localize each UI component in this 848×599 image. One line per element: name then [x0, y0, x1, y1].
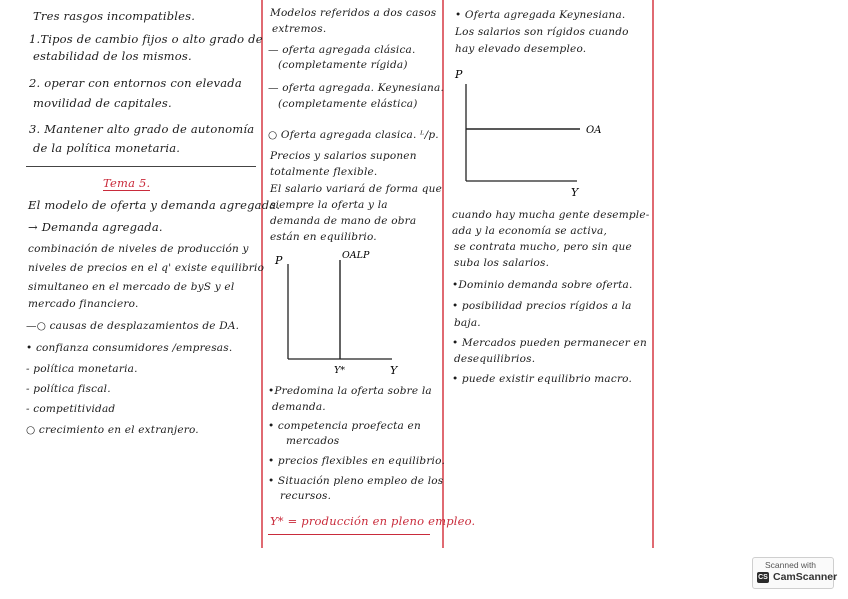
middle-bullet-4-line-1: • Situación pleno empleo de los — [268, 475, 444, 487]
middle-bullet-1-line-1: •Predomina la oferta sobre la — [268, 385, 432, 397]
list-item-text: crecimiento en el extranjero. — [38, 424, 199, 436]
middle-line-12: demanda de mano de obra — [270, 215, 417, 227]
item-1-line-2: estabilidad de los mismos. — [33, 49, 192, 63]
right-bullet-2-line-1: • posibilidad precios rígidos a la — [452, 300, 632, 312]
middle-line-2: extremos. — [272, 23, 327, 35]
y-axis-label: P — [275, 254, 283, 267]
list-item-text: política monetaria. — [33, 363, 138, 375]
list-item — [26, 362, 138, 376]
middle-bullet-4-line-2: recursos. — [280, 490, 332, 502]
curve-label: OALP — [342, 250, 370, 261]
middle-line-3: — oferta agregada clásica. — [268, 44, 416, 56]
right-bullet-3-line-1: • Mercados pueden permanecer en — [452, 337, 647, 349]
definition-line-4: mercado financiero. — [28, 298, 139, 310]
tema-heading: Tema 5. — [103, 176, 151, 190]
right-line-4: cuando hay mucha gente desemple- — [452, 209, 650, 221]
footnote-underline — [268, 534, 430, 535]
right-line-7: suba los salarios. — [454, 257, 550, 269]
middle-line-9: totalmente flexible. — [270, 166, 378, 178]
x-mark-label: Y* — [334, 365, 346, 376]
right-line-6: se contrata mucho, pero sin que — [454, 241, 632, 253]
curve-label: OA — [586, 125, 602, 136]
middle-bullet-2-line-1: • competencia proefecta en — [268, 420, 421, 432]
list-item — [26, 402, 115, 416]
middle-line-8: Precios y salarios suponen — [270, 150, 417, 162]
item-2-line-2: movilidad de capitales. — [33, 96, 172, 110]
right-bullet-2-line-2: baja. — [454, 317, 481, 329]
middle-line-1: Modelos referidos a dos casos — [270, 7, 437, 19]
right-bullet-3-line-2: desequilibrios. — [454, 353, 536, 365]
item-3-line-1: 3. Mantener alto grado de autonomía — [29, 122, 255, 136]
right-line-3: hay elevado desempleo. — [455, 43, 587, 55]
item-2-line-1: 2. operar con entornos con elevada — [29, 76, 242, 90]
badge-line-1: Scanned with — [765, 560, 817, 570]
middle-line-11: siempre la oferta y la — [270, 199, 388, 211]
right-line-2: Los salarios son rígidos cuando — [455, 26, 629, 38]
list-item — [26, 423, 199, 437]
da-label: → Demanda agregada. — [28, 220, 163, 234]
keynesian-supply-graph — [452, 66, 612, 201]
middle-bullet-1-line-2: demanda. — [272, 401, 326, 413]
middle-line-10: El salario variará de forma que — [270, 183, 443, 195]
list-item-text: confianza consumidores /empresas. — [35, 342, 233, 354]
list-item — [26, 382, 111, 396]
x-axis-label: Y — [571, 186, 579, 199]
middle-bullet-3-line-1: • precios flexibles en equilibrio. — [268, 455, 445, 467]
middle-bullet-2-line-2: mercados — [286, 435, 340, 447]
footnote: Y* = producción en pleno empleo. — [270, 514, 476, 528]
definition-line-3: simultaneo en el mercado de byS y el — [28, 281, 235, 293]
list-item-text: competitividad — [33, 403, 116, 415]
intro-text: Tres rasgos incompatibles. — [33, 9, 196, 23]
middle-line-5: — oferta agregada. Keynesiana. — [268, 82, 444, 94]
right-line-5: ada y la economía se activa, — [452, 225, 608, 237]
classical-supply-graph — [272, 246, 412, 381]
list-item-text: política fiscal. — [33, 383, 111, 395]
badge-line-2: CamScanner — [773, 571, 838, 583]
column-rule-3 — [652, 0, 654, 548]
causes-title: —○ causas de desplazamientos de DA. — [26, 320, 240, 332]
definition-line-1: combinación de niveles de producción y — [28, 243, 249, 255]
right-bullet-1-line-1: •Dominio demanda sobre oferta. — [452, 279, 633, 291]
y-axis-label: P — [455, 68, 463, 81]
definition-line-2: niveles de precios en el q' existe equilibrio — [28, 262, 265, 274]
item-1-line-1: 1.Tipos de cambio fijos o alto grado de — [29, 32, 263, 46]
x-axis-label: Y — [390, 364, 398, 377]
list-marker: • — [26, 342, 33, 354]
camscanner-badge — [752, 557, 838, 589]
section-divider — [26, 166, 256, 167]
tema-title: El modelo de oferta y demanda agregada. — [28, 198, 281, 212]
item-3-line-2: de la política monetaria. — [33, 141, 181, 155]
list-marker: - — [26, 363, 30, 375]
middle-line-6: (completamente elástica) — [278, 98, 418, 110]
list-item — [26, 341, 232, 355]
list-marker: ○ — [26, 424, 36, 436]
middle-line-4: (completamente rígida) — [278, 59, 408, 71]
camscanner-logo-icon: CS — [758, 574, 768, 581]
middle-line-13: están en equilibrio. — [270, 231, 377, 243]
list-marker: - — [26, 383, 30, 395]
right-bullet-4-line-1: • puede existir equilibrio macro. — [452, 373, 633, 385]
list-marker: - — [26, 403, 30, 415]
middle-line-7: ○ Oferta agregada clasica. ᴸ/p. — [268, 129, 439, 141]
right-line-1: • Oferta agregada Keynesiana. — [455, 9, 626, 21]
